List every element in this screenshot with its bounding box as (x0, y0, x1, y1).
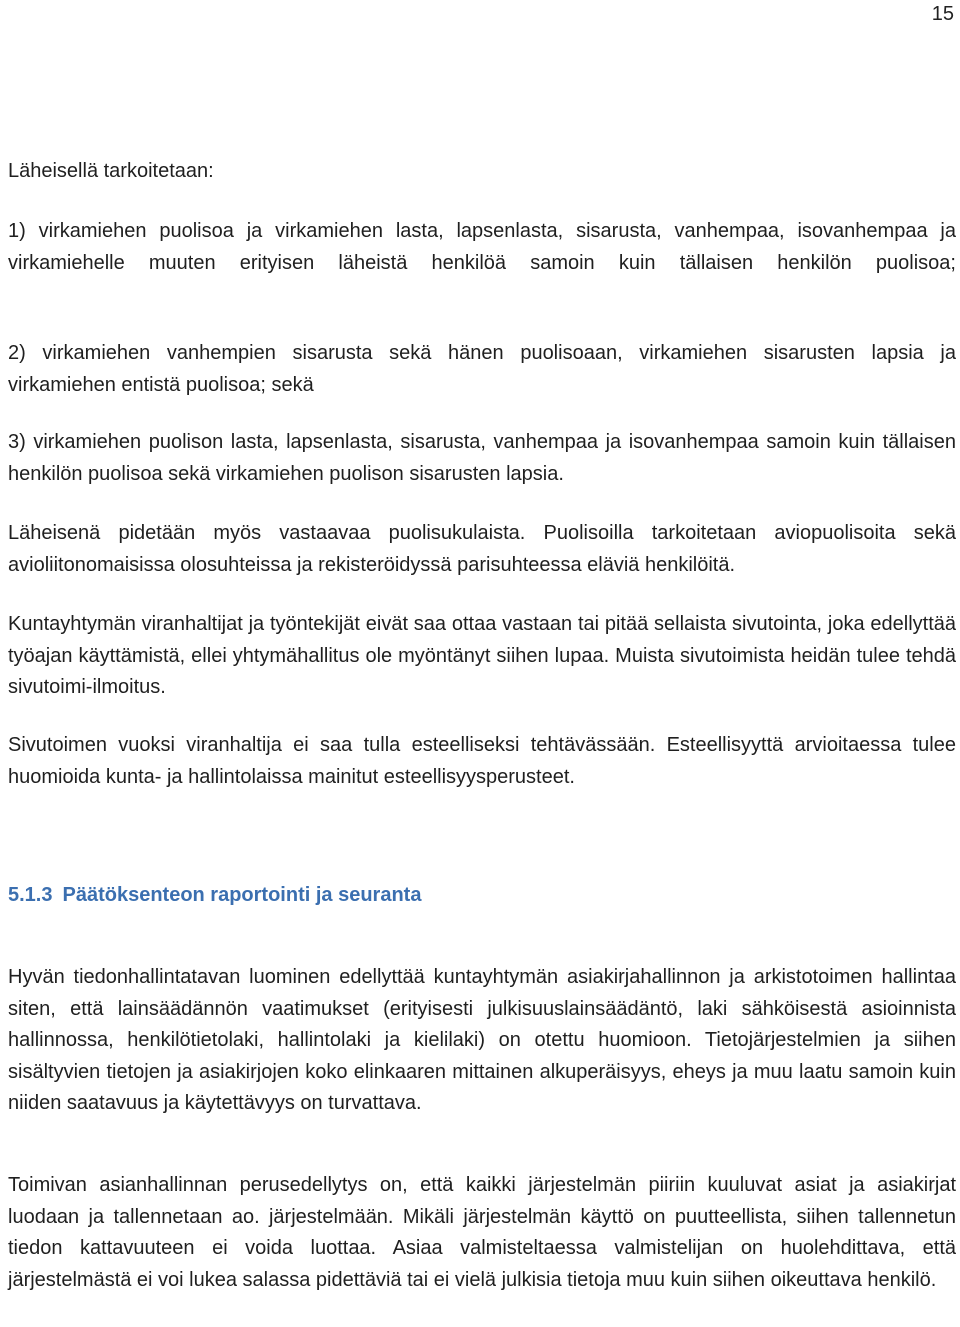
paragraph-disqualification-sentence-1: Sivutoimen vuoksi viranhaltija ei saa tulla esteelliseksi tehtävässään. (8, 734, 656, 756)
section-title: Päätöksenteon raportointi ja seuranta (62, 884, 422, 906)
paragraph-relatives-sentence-1: Läheisenä pidetään myös vastaavaa puolisukulaista. (8, 522, 526, 544)
paragraph-disqualification-sentence-2: Esteellisyyttä arvioitaessa tulee huomioida kunta- ja hallintolaissa mainitut esteellisyysperusteet. (8, 734, 956, 788)
page-number: 15 (931, 3, 954, 25)
paragraph-side-jobs (8, 609, 956, 704)
list-item-3: 3) virkamiehen puolison lasta, lapsenlasta, sisarusta, vanhempaa ja isovanhempaa samoin kuin tällaisen henkilön puolisoa sekä virkamiehen puolison sisarusten lapsia. (8, 431, 956, 485)
paragraph-relatives (8, 518, 956, 581)
intro-text: Läheisellä tarkoitetaan: (8, 160, 214, 182)
paragraph-case-management-sentence-1: Toimivan asianhallinnan perusedellytys on, että kaikki järjestelmän piiriin kuuluvat asiat ja asiakirjat luodaan ja tallennetaan ao. järjestelmään. (8, 1174, 956, 1228)
paragraph-case-management (8, 1170, 956, 1296)
paragraph-case-management-sentence-2: Mikäli järjestelmän käyttö on puutteellista, siihen tallennetun tiedon kattavuuteen ei voida luottaa. (8, 1205, 957, 1259)
paragraph-information-management-sentence-1: Hyvän tiedonhallintatavan luominen edellyttää kuntayhtymän asiakirjahallinnon ja arkistotoimen hallintaa siten, että lainsäädännön vaatimukset (erityisesti julkisuuslainsäädäntö, laki sähköisestä asioinnista hallinnossa, henkilötietolaki, hallintolaki ja kielilaki) on otettu huomioon. (8, 966, 956, 1051)
paragraph-information-management-sentence-2: Tietojärjestelmien ja siihen sisältyvien tietojen ja asiakirjojen koko elinkaaren mittainen alkuperäisyys, eheys ja muu laatu samoin kuin niiden saatavuus ja käytettävyys on turvattava. (8, 1029, 956, 1114)
section-heading (8, 880, 421, 911)
paragraph-side-jobs-sentence-1: Kuntayhtymän viranhaltijat ja työntekijät eivät saa ottaa vastaan tai pitää sellaista sivutointa, joka edellyttää työajan käyttämistä, ellei yhtymähallitus ole myöntänyt siihen lupaa. (8, 613, 956, 667)
section-number: 5.1.3 (8, 884, 53, 906)
list-item-1: 1) virkamiehen puolisoa ja virkamiehen lasta, lapsenlasta, sisarusta, vanhempaa, isovanhempaa ja virkamiehelle muuten erityisen läheistä henkilöä samoin kuin tällaisen henkilön puolisoa; (8, 220, 956, 274)
paragraph-relatives-sentence-2: Puolisoilla tarkoitetaan aviopuolisoita sekä avioliitonomaisissa olosuhteissa ja rekisteröidyssä parisuhteessa eläviä henkilöitä. (8, 522, 956, 576)
paragraph-case-management-sentence-3: Asiaa valmisteltaessa valmistelijan on huolehdittava, että järjestelmästä ei voi lukea salassa pidettäviä tai ei vielä julkisia tietoja muu kuin siihen oikeuttava henkilö. (8, 1237, 957, 1291)
paragraph-side-jobs-sentence-2: Muista sivutoimista heidän tulee tehdä sivutoimi-ilmoitus. (8, 644, 956, 698)
list-item-2: 2) virkamiehen vanhempien sisarusta sekä hänen puolisoaan, virkamiehen sisarusten lapsia ja virkamiehen entistä puolisoa; sekä (8, 342, 956, 396)
paragraph-information-management (8, 962, 956, 1120)
paragraph-disqualification (8, 730, 956, 793)
